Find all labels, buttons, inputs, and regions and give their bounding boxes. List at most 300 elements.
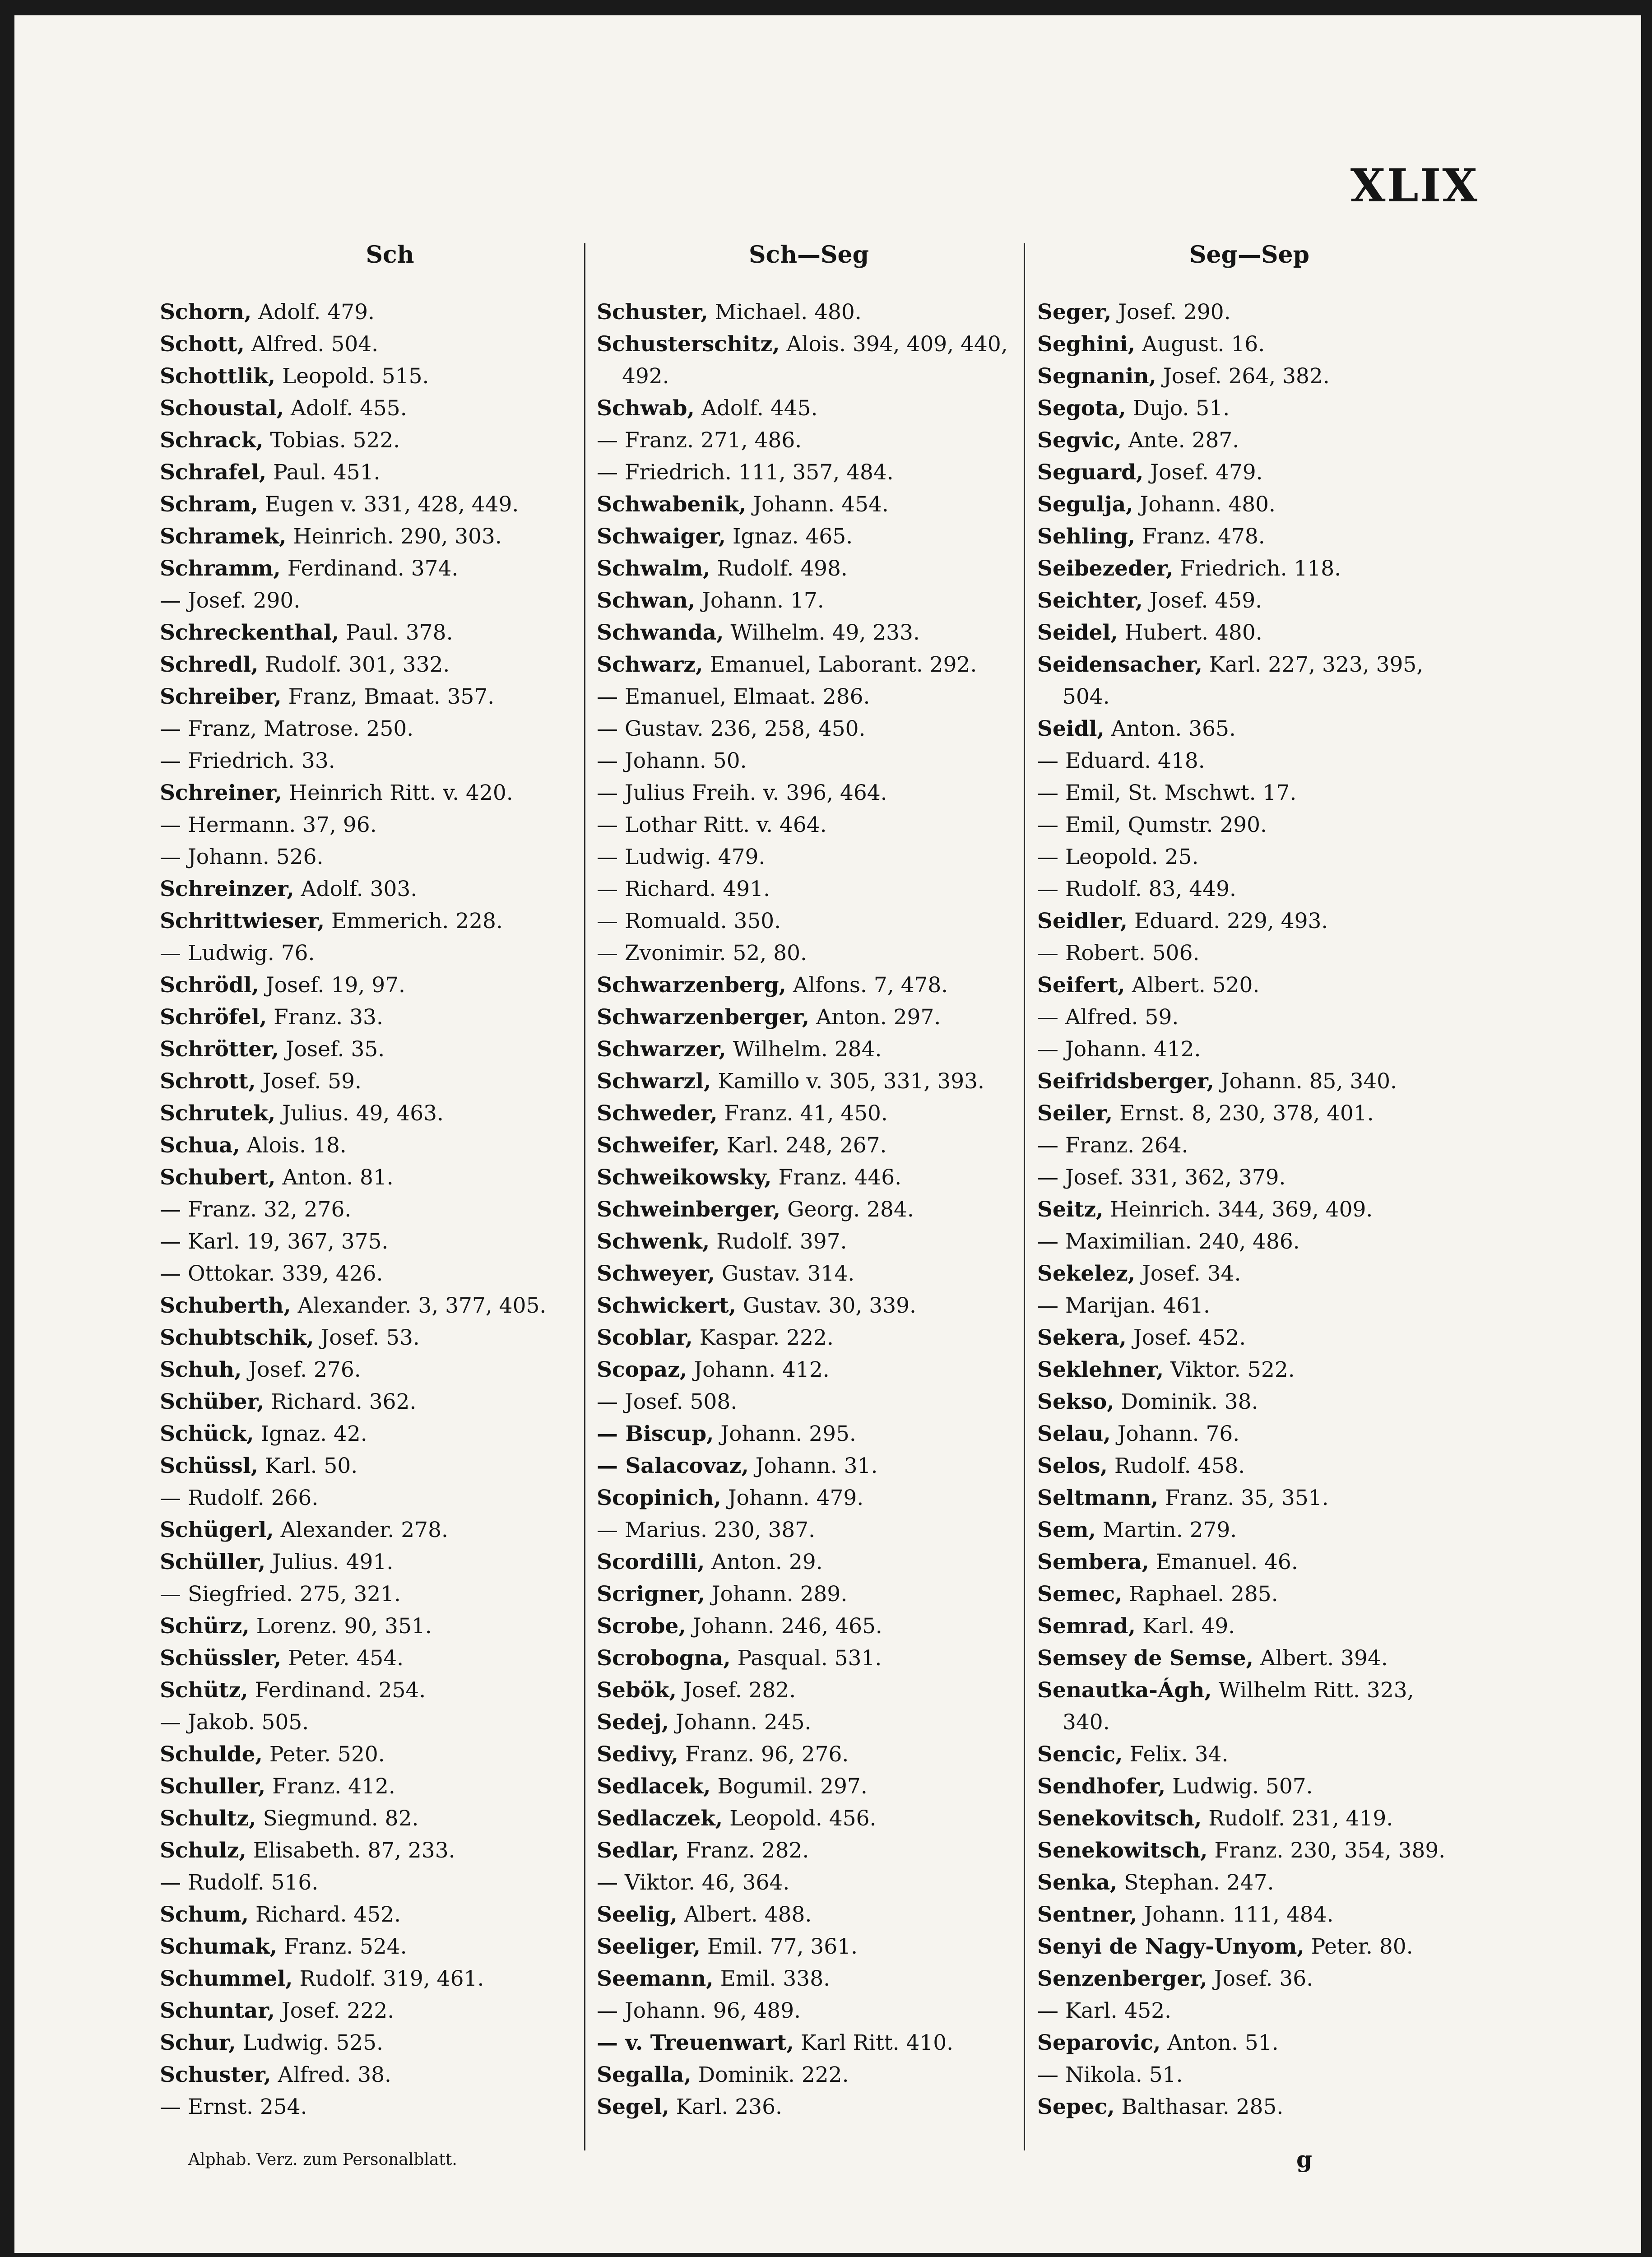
index-page <box>14 15 1641 2253</box>
entry-detail: Franz. 35, 351. <box>1158 1486 1329 1510</box>
entry-surname: Sekelez, <box>1037 1261 1136 1286</box>
entry-surname: Seguard, <box>1037 460 1144 485</box>
entry-detail: — Josef. 331, 362, 379. <box>1037 1165 1286 1190</box>
entry-detail: — Nikola. 51. <box>1037 2062 1183 2087</box>
entry-detail: Rudolf. 397. <box>710 1229 847 1254</box>
index-entry <box>597 617 1021 649</box>
index-entry <box>597 1546 1021 1578</box>
entry-detail: Josef. 34. <box>1135 1261 1241 1286</box>
index-entry <box>1037 424 1462 456</box>
index-entry <box>160 1610 584 1642</box>
entry-detail: Josef. 282. <box>676 1678 796 1703</box>
entry-surname: Schorn, <box>160 300 252 325</box>
index-entry <box>160 937 584 969</box>
entry-surname: Schrötter, <box>160 1037 279 1062</box>
index-entry <box>160 1642 584 1674</box>
index-entry <box>1037 296 1462 328</box>
index-entry <box>1037 1194 1462 1226</box>
entry-surname: Schramm, <box>160 556 281 581</box>
index-entry <box>160 2059 584 2091</box>
footer-caption: Alphab. Verz. zum Personalblatt. <box>188 2150 457 2169</box>
index-entry <box>597 809 1021 841</box>
entry-detail: Johann. 111, 484. <box>1137 1902 1334 1927</box>
index-entry <box>597 1899 1021 1931</box>
index-entry <box>1037 1226 1462 1258</box>
index-entry <box>1037 1642 1462 1674</box>
entry-detail: Anton. 297. <box>809 1005 941 1030</box>
index-entry <box>1037 1354 1462 1386</box>
entry-detail: Wilhelm. 284. <box>726 1037 882 1062</box>
index-entry <box>160 873 584 905</box>
index-entry <box>160 296 584 328</box>
entry-surname: Senzenberger, <box>1037 1966 1207 1991</box>
entry-surname: Seidel, <box>1037 620 1118 645</box>
entry-detail: Franz. 478. <box>1135 524 1265 549</box>
index-entry <box>597 1129 1021 1161</box>
entry-detail: Pasqual. 531. <box>730 1646 882 1671</box>
entry-detail: Karl. 236. <box>669 2094 782 2119</box>
index-entry <box>160 1065 584 1097</box>
index-entry <box>160 713 584 745</box>
entry-surname: Semrad, <box>1037 1614 1136 1639</box>
index-entry <box>160 1482 584 1514</box>
index-entry <box>597 2027 1021 2059</box>
entry-detail: Viktor. 522. <box>1164 1357 1295 1382</box>
index-entry <box>1037 1770 1462 1802</box>
entry-surname: Seghini, <box>1037 332 1136 357</box>
index-entry <box>160 1354 584 1386</box>
entry-detail: Josef. 264, 382. <box>1156 364 1330 389</box>
entry-surname: Schück, <box>160 1421 254 1446</box>
entry-surname: Schubert, <box>160 1165 276 1190</box>
entry-detail: August. 16. <box>1135 332 1265 357</box>
index-entry <box>160 1001 584 1033</box>
entry-detail: Wilhelm Ritt. 323, 340. <box>1063 1678 1414 1735</box>
entry-surname: Sedej, <box>597 1710 669 1735</box>
entry-detail: — Marijan. 461. <box>1037 1293 1210 1318</box>
entry-detail: Stephan. 247. <box>1117 1870 1274 1895</box>
entry-surname: Schur, <box>160 2030 236 2055</box>
entry-detail: — Rudolf. 516. <box>160 1870 319 1895</box>
entry-detail: — Jakob. 505. <box>160 1710 309 1735</box>
index-entry <box>597 1995 1021 2027</box>
entry-surname: Schreinzer, <box>160 877 294 901</box>
entry-surname: Schüller, <box>160 1550 266 1574</box>
index-entry <box>160 2027 584 2059</box>
entry-surname: Schubtschik, <box>160 1325 314 1350</box>
entry-detail: Dujo. 51. <box>1126 396 1230 421</box>
entry-detail: — Eduard. 418. <box>1037 748 1205 773</box>
entry-detail: Ludwig. 525. <box>236 2030 383 2055</box>
entry-detail: Alfons. 7, 478. <box>786 973 948 998</box>
entry-detail: Franz. 41, 450. <box>717 1101 888 1126</box>
index-entry <box>160 1514 584 1546</box>
entry-surname: Scopaz, <box>597 1357 687 1382</box>
entry-surname: Senekovitsch, <box>1037 1806 1202 1831</box>
index-entry <box>160 1899 584 1931</box>
index-entry <box>160 1867 584 1899</box>
entry-list <box>597 296 1021 2123</box>
index-entry <box>160 1931 584 1963</box>
index-entry <box>597 1931 1021 1963</box>
entry-surname: Scordilli, <box>597 1550 705 1574</box>
entry-surname: Schusterschitz, <box>597 332 780 357</box>
entry-detail: Johann. 412. <box>687 1357 830 1382</box>
index-entry <box>160 1386 584 1418</box>
entry-surname: Schüssl, <box>160 1454 259 1478</box>
index-entry <box>1037 1802 1462 1834</box>
entry-detail: Adolf. 445. <box>694 396 818 421</box>
entry-surname: Schottlik, <box>160 364 276 389</box>
index-entry <box>1037 1546 1462 1578</box>
index-entry <box>1037 713 1462 745</box>
index-entry <box>1037 1867 1462 1899</box>
index-entry <box>160 1258 584 1290</box>
index-entry <box>597 2091 1021 2123</box>
entry-detail: Franz. 96, 276. <box>678 1742 849 1767</box>
entry-detail: — Lothar Ritt. v. 464. <box>597 813 827 837</box>
entry-detail: Kaspar. 222. <box>692 1325 834 1350</box>
index-entry <box>597 713 1021 745</box>
entry-detail: Josef. 479. <box>1143 460 1263 485</box>
index-entry <box>597 1674 1021 1706</box>
page-number: XLIX <box>1350 159 1479 212</box>
index-entry <box>1037 1033 1462 1065</box>
entry-surname: Sencic, <box>1037 1742 1123 1767</box>
index-entry <box>597 745 1021 777</box>
entry-detail: — Franz. 32, 276. <box>160 1197 352 1222</box>
entry-surname: Segvic, <box>1037 428 1122 453</box>
index-entry <box>160 681 584 713</box>
entry-detail: Dominik. 38. <box>1114 1389 1258 1414</box>
entry-surname: Schrafel, <box>160 460 267 485</box>
index-entry <box>597 649 1021 681</box>
entry-detail: Julius. 49, 463. <box>275 1101 444 1126</box>
index-entry <box>1037 1834 1462 1867</box>
index-entry <box>1037 553 1462 585</box>
entry-surname: Schwarzer, <box>597 1037 726 1062</box>
index-column-1 <box>160 241 584 2123</box>
entry-detail: Richard. 452. <box>249 1902 401 1927</box>
entry-surname: Selau, <box>1037 1421 1111 1446</box>
index-entry <box>597 585 1021 617</box>
entry-list <box>1037 296 1462 2123</box>
entry-detail: — Alfred. 59. <box>1037 1005 1179 1030</box>
index-entry <box>597 456 1021 488</box>
index-entry <box>160 456 584 488</box>
entry-detail: — Hermann. 37, 96. <box>160 813 377 837</box>
entry-detail: Eduard. 229, 493. <box>1128 909 1328 933</box>
entry-surname: Seibezeder, <box>1037 556 1174 581</box>
entry-detail: Franz. 230, 354, 389. <box>1207 1838 1446 1863</box>
index-entry <box>597 520 1021 553</box>
entry-detail: Tobias. 522. <box>263 428 400 453</box>
entry-surname: Sedivy, <box>597 1742 679 1767</box>
index-entry <box>1037 649 1462 713</box>
entry-detail: Franz. 446. <box>771 1165 902 1190</box>
index-entry <box>160 328 584 360</box>
entry-detail: — Johann. 96, 489. <box>597 1998 801 2023</box>
entry-detail: Josef. 459. <box>1142 588 1262 613</box>
entry-detail: — Emil, Qumstr. 290. <box>1037 813 1267 837</box>
entry-surname: Senyi de Nagy-Unyom, <box>1037 1934 1304 1959</box>
entry-detail: Josef. 35. <box>278 1037 385 1062</box>
entry-detail: — Ernst. 254. <box>160 2094 307 2119</box>
index-entry <box>160 617 584 649</box>
column-header: Sch <box>366 241 414 269</box>
index-entry <box>597 1418 1021 1450</box>
entry-surname: Seidl, <box>1037 716 1104 741</box>
entry-surname: Senekowitsch, <box>1037 1838 1208 1863</box>
entry-detail: — Gustav. 236, 258, 450. <box>597 716 866 741</box>
entry-detail: Martin. 279. <box>1095 1518 1237 1542</box>
entry-detail: Karl. 49. <box>1136 1614 1235 1639</box>
index-entry <box>1037 777 1462 809</box>
entry-surname: Schrutek, <box>160 1101 276 1126</box>
index-entry <box>160 1802 584 1834</box>
index-entry <box>160 1706 584 1738</box>
entry-surname: Schulz, <box>160 1838 246 1863</box>
index-column-2 <box>597 241 1021 2123</box>
index-entry <box>1037 1065 1462 1097</box>
index-entry <box>1037 1450 1462 1482</box>
index-entry <box>1037 1386 1462 1418</box>
index-entry <box>597 1963 1021 1995</box>
entry-surname: Sedlacek, <box>597 1774 711 1799</box>
entry-detail: Ernst. 8, 230, 378, 401. <box>1113 1101 1374 1126</box>
entry-detail: Alfred. 504. <box>244 332 379 357</box>
entry-detail: Richard. 362. <box>264 1389 417 1414</box>
entry-detail: Franz. 524. <box>277 1934 407 1959</box>
entry-detail: Josef. 222. <box>274 1998 394 2023</box>
entry-detail: Friedrich. 118. <box>1173 556 1341 581</box>
entry-surname: Separovic, <box>1037 2030 1161 2055</box>
index-entry <box>1037 841 1462 873</box>
entry-detail: Karl Ritt. 410. <box>794 2030 954 2055</box>
index-entry <box>1037 1161 1462 1194</box>
entry-surname: Schwab, <box>597 396 695 421</box>
index-entry <box>1037 1931 1462 1963</box>
entry-detail: — Emil, St. Mschwt. 17. <box>1037 780 1297 805</box>
entry-detail: — Julius Freih. v. 396, 464. <box>597 780 887 805</box>
entry-surname: Segel, <box>597 2094 669 2119</box>
entry-surname: Schrittwieser, <box>160 909 325 933</box>
entry-detail: — Romuald. 350. <box>597 909 781 933</box>
index-entry <box>1037 2059 1462 2091</box>
entry-surname: Segalla, <box>597 2062 691 2087</box>
index-entry <box>1037 1514 1462 1546</box>
entry-surname: Schuh, <box>160 1357 242 1382</box>
index-entry <box>597 1386 1021 1418</box>
entry-detail: Ferdinand. 374. <box>280 556 459 581</box>
index-entry <box>1037 2027 1462 2059</box>
entry-detail: — Maximilian. 240, 486. <box>1037 1229 1300 1254</box>
entry-detail: — Robert. 506. <box>1037 941 1200 966</box>
index-entry <box>160 1578 584 1610</box>
index-entry <box>1037 2091 1462 2123</box>
entry-surname: Seemann, <box>597 1966 714 1991</box>
entry-surname: Schulde, <box>160 1742 263 1767</box>
index-entry <box>160 841 584 873</box>
entry-surname: Schua, <box>160 1133 240 1158</box>
entry-detail: Anton. 81. <box>275 1165 394 1190</box>
entry-surname: Schwaiger, <box>597 524 726 549</box>
index-entry <box>597 424 1021 456</box>
entry-surname: Schütz, <box>160 1678 248 1703</box>
entry-detail: Elisabeth. 87, 233. <box>246 1838 455 1863</box>
entry-surname: Seidensacher, <box>1037 652 1202 677</box>
entry-surname: Schrack, <box>160 428 264 453</box>
entry-surname: Schwanda, <box>597 620 724 645</box>
index-entry <box>1037 1418 1462 1450</box>
entry-surname: Schwarzenberger, <box>597 1005 810 1030</box>
entry-detail: — Franz. 264. <box>1037 1133 1188 1158</box>
index-entry <box>597 1610 1021 1642</box>
index-entry <box>597 841 1021 873</box>
index-entry <box>1037 905 1462 937</box>
index-entry <box>1037 617 1462 649</box>
entry-surname: Segulja, <box>1037 492 1133 517</box>
entry-surname: Seltmann, <box>1037 1486 1159 1510</box>
index-entry <box>1037 1995 1462 2027</box>
entry-surname: Sedlaczek, <box>597 1806 723 1831</box>
entry-surname: Schredl, <box>160 652 259 677</box>
entry-detail: Rudolf. 458. <box>1107 1454 1245 1478</box>
entry-detail: Johann. 295. <box>714 1421 856 1446</box>
entry-detail: Heinrich. 344, 369, 409. <box>1103 1197 1373 1222</box>
entry-detail: Albert. 488. <box>677 1902 812 1927</box>
entry-surname: Scopinich, <box>597 1486 721 1510</box>
entry-detail: Rudolf. 301, 332. <box>258 652 450 677</box>
entry-detail: — Johann. 412. <box>1037 1037 1201 1062</box>
entry-surname: Schröfel, <box>160 1005 267 1030</box>
entry-detail: Josef. 276. <box>241 1357 361 1382</box>
index-entry <box>597 1097 1021 1129</box>
entry-surname: Selos, <box>1037 1454 1108 1478</box>
index-entry <box>597 1450 1021 1482</box>
entry-surname: — Salacovaz, <box>597 1454 749 1478</box>
entry-detail: Adolf. 479. <box>251 300 375 325</box>
entry-surname: Schwenk, <box>597 1229 710 1254</box>
index-entry <box>160 905 584 937</box>
entry-surname: Sekera, <box>1037 1325 1127 1350</box>
entry-detail: Ignaz. 42. <box>254 1421 367 1446</box>
entry-surname: Senka, <box>1037 1870 1118 1895</box>
index-entry <box>1037 360 1462 392</box>
entry-surname: Seger, <box>1037 300 1112 325</box>
index-entry <box>1037 1674 1462 1738</box>
entry-detail: Ignaz. 465. <box>725 524 853 549</box>
entry-surname: Scrobogna, <box>597 1646 731 1671</box>
entry-detail: Georg. 284. <box>780 1197 914 1222</box>
entry-surname: Schüssler, <box>160 1646 282 1671</box>
entry-detail: Emanuel, Laborant. 292. <box>703 652 977 677</box>
entry-surname: Schumak, <box>160 1934 278 1959</box>
entry-surname: Segota, <box>1037 396 1126 421</box>
index-entry <box>1037 1899 1462 1931</box>
entry-detail: Hubert. 480. <box>1118 620 1262 645</box>
entry-surname: Schürz, <box>160 1614 250 1639</box>
index-entry <box>160 520 584 553</box>
entry-surname: Seklehner, <box>1037 1357 1164 1382</box>
index-entry <box>597 1514 1021 1546</box>
entry-detail: Johann. 480. <box>1133 492 1276 517</box>
entry-detail: Johann. 454. <box>746 492 889 517</box>
index-entry <box>1037 873 1462 905</box>
entry-detail: Gustav. 314. <box>715 1261 855 1286</box>
entry-detail: Michael. 480. <box>708 300 862 325</box>
entry-surname: Schwickert, <box>597 1293 736 1318</box>
entry-detail: — Rudolf. 266. <box>160 1486 319 1510</box>
column-divider <box>584 243 585 2150</box>
entry-surname: Schwarz, <box>597 652 703 677</box>
entry-detail: Karl. 227, 323, 395, 504. <box>1063 652 1424 709</box>
entry-surname: Schuberth, <box>160 1293 291 1318</box>
entry-detail: — Karl. 452. <box>1037 1998 1172 2023</box>
index-entry <box>597 1834 1021 1867</box>
index-entry <box>597 1770 1021 1802</box>
entry-surname: Seelig, <box>597 1902 678 1927</box>
index-entry <box>1037 1482 1462 1514</box>
entry-surname: Schweifer, <box>597 1133 720 1158</box>
index-entry <box>160 1097 584 1129</box>
entry-detail: Alexander. 278. <box>274 1518 448 1542</box>
entry-detail: Emmerich. 228. <box>325 909 503 933</box>
index-entry <box>160 585 584 617</box>
entry-detail: Johann. 31. <box>748 1454 878 1478</box>
entry-detail: — Rudolf. 83, 449. <box>1037 877 1236 901</box>
entry-surname: Schuster, <box>597 300 708 325</box>
entry-detail: Emil. 338. <box>713 1966 831 1991</box>
entry-detail: — Josef. 508. <box>597 1389 738 1414</box>
entry-detail: Franz. 33. <box>267 1005 383 1030</box>
entry-detail: Albert. 394. <box>1253 1646 1388 1671</box>
index-entry <box>160 1290 584 1322</box>
index-entry <box>597 1194 1021 1226</box>
entry-detail: Balthasar. 285. <box>1114 2094 1284 2119</box>
entry-surname: Segnanin, <box>1037 364 1156 389</box>
entry-surname: Schwabenik, <box>597 492 747 517</box>
signature-mark: g <box>1296 2146 1312 2173</box>
index-entry <box>597 1033 1021 1065</box>
entry-detail: Johann. 76. <box>1110 1421 1240 1446</box>
entry-surname: Schummel, <box>160 1966 293 1991</box>
index-entry <box>160 969 584 1001</box>
index-entry <box>160 1194 584 1226</box>
entry-surname: — v. Treuenwart, <box>597 2030 794 2055</box>
entry-surname: Sentner, <box>1037 1902 1137 1927</box>
entry-surname: Seichter, <box>1037 588 1143 613</box>
entry-surname: Sedlar, <box>597 1838 679 1863</box>
column-header: Sch—Seg <box>748 241 869 269</box>
index-entry <box>160 1674 584 1706</box>
index-entry <box>597 873 1021 905</box>
entry-surname: Semsey de Semse, <box>1037 1646 1254 1671</box>
entry-detail: Johann. 479. <box>721 1486 864 1510</box>
entry-detail: Alfred. 38. <box>271 2062 391 2087</box>
entry-detail: — Richard. 491. <box>597 877 770 901</box>
entry-detail: Heinrich. 290, 303. <box>286 524 502 549</box>
entry-surname: Scoblar, <box>597 1325 693 1350</box>
entry-detail: Wilhelm. 49, 233. <box>724 620 920 645</box>
entry-detail: Franz. 412. <box>265 1774 395 1799</box>
index-entry <box>1037 1097 1462 1129</box>
entry-surname: Sendhofer, <box>1037 1774 1166 1799</box>
index-entry <box>160 1995 584 2027</box>
entry-detail: Ferdinand. 254. <box>248 1678 426 1703</box>
entry-surname: Schrott, <box>160 1069 256 1094</box>
index-entry <box>597 1802 1021 1834</box>
